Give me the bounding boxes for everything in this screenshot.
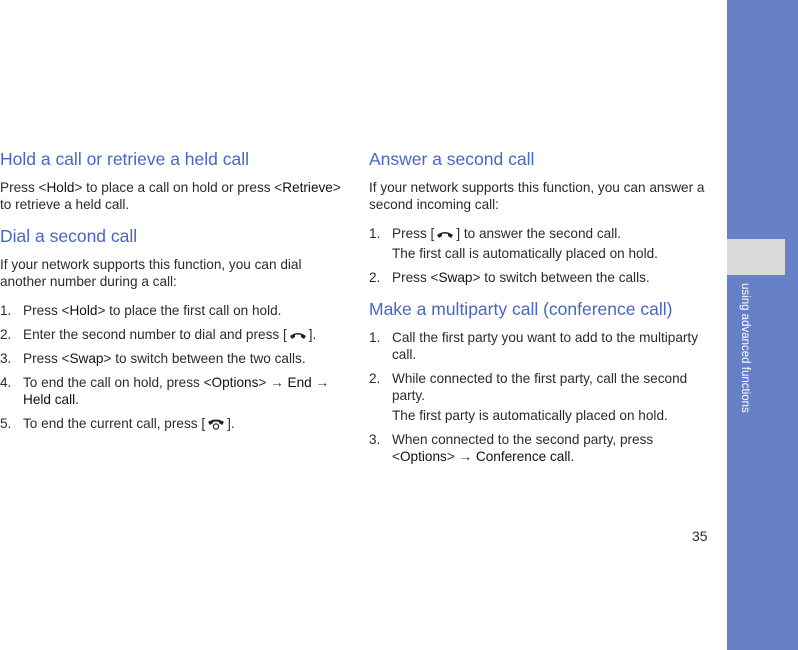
section-title-answer-second-call: Answer a second call xyxy=(369,149,535,169)
list-item: 1. Press [ ] to answer the second call. The first call is automatically placed on hold. xyxy=(369,225,709,262)
end-key-icon xyxy=(206,418,226,430)
call-key-icon xyxy=(435,228,455,240)
answer-second-call-description: If your network supports this function, you can answer a second incoming call: xyxy=(369,180,705,212)
section-title-hold-call: Hold a call or retrieve a held call xyxy=(0,149,250,169)
section-title-multiparty-call: Make a multiparty call (conference call) xyxy=(369,299,673,319)
list-item: 1. Press <Hold> to place the first call on hold. xyxy=(0,303,282,318)
list-item: 2. Press <Swap> to switch between the calls. xyxy=(369,270,650,285)
list-item: 2. Enter the second number to dial and press [ ]. xyxy=(0,327,317,342)
multiparty-call-steps xyxy=(369,329,709,465)
list-item: 3. Press <Swap> to switch between the two calls. xyxy=(0,351,306,366)
left-column xyxy=(0,148,345,444)
list-item: 1. Call the first party you want to add to the multiparty call. xyxy=(369,330,699,362)
section-title-dial-second-call: Dial a second call xyxy=(0,226,138,246)
list-item: 2. While connected to the first party, call the second party. The first party is automatically placed on hold. xyxy=(369,370,709,424)
answer-second-call-steps xyxy=(369,225,709,286)
chapter-tab-marker xyxy=(727,239,785,275)
hold-call-description: Press <Hold> to place a call on hold or press <Retrieve> to retrieve a held call. xyxy=(0,180,341,212)
chapter-label: using advanced functions xyxy=(739,283,751,413)
list-item: 4. To end the call on hold, press <Options> → End → Held call. xyxy=(0,375,330,407)
list-item: 5. To end the current call, press [ ]. xyxy=(0,416,235,431)
dial-second-call-steps xyxy=(0,302,345,432)
step-note: The first call is automatically placed on hold. xyxy=(392,246,658,261)
dial-second-call-description: If your network supports this function, you can dial another number during a call: xyxy=(0,257,302,289)
step-note: The first party is automatically placed on hold. xyxy=(392,408,668,423)
right-column xyxy=(369,148,709,477)
list-item: 3. When connected to the second party, press <Options> → Conference call. xyxy=(369,432,654,464)
call-key-icon xyxy=(288,329,308,341)
page-number: 35 xyxy=(692,528,708,544)
